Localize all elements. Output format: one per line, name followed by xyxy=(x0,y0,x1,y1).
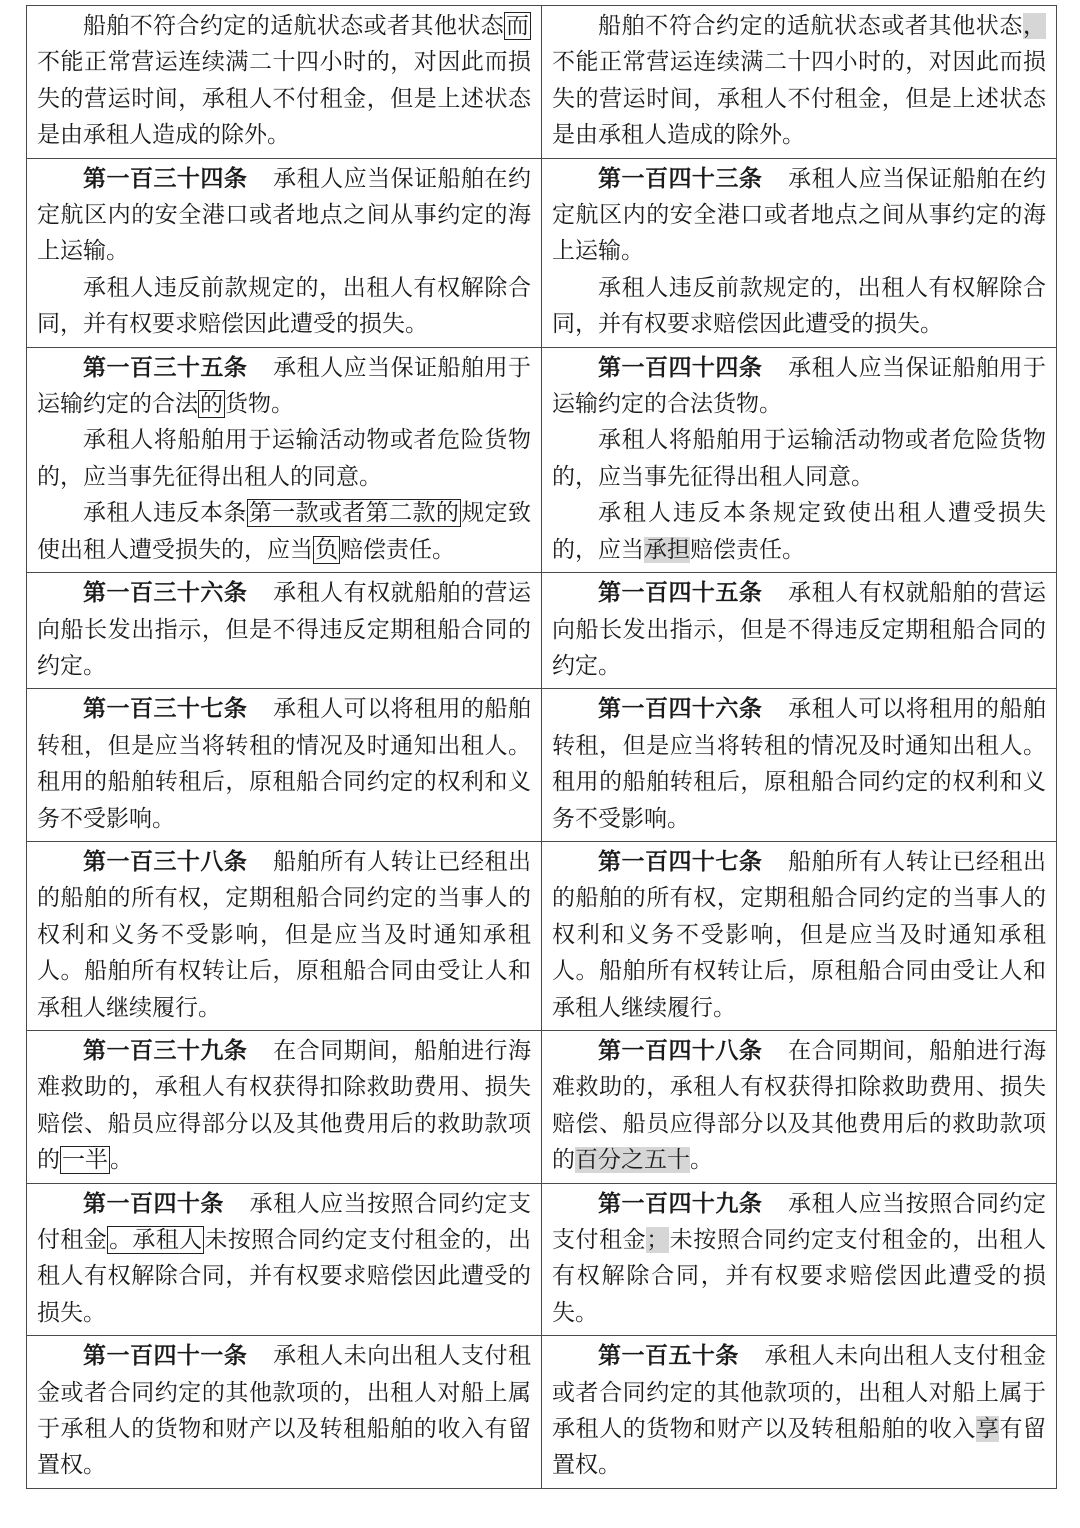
text-segment: 在合同期间，船舶进行海难救助的，承租人有权获得扣除救助费用、损失赔偿、船员应得部分以及其他费用后的救助款项的 xyxy=(552,1037,1047,1174)
text-segment: 承租人可以将租用的船舶转租，但是应当将转租的情况及时通知出租人。租用的船舶转租后，原租船合同约定的权利和义务不受影响。 xyxy=(37,696,532,832)
text-segment: 。 xyxy=(110,1147,133,1174)
paragraph xyxy=(37,1033,531,1179)
text-segment: 未按照合同约定支付租金的，出租人有权解除合同，并有权要求赔偿因此遭受的损失。 xyxy=(552,1227,1047,1326)
article-number: 第一百三十九条 xyxy=(83,1037,248,1064)
table-row xyxy=(27,1336,1057,1489)
old-text-cell xyxy=(27,573,542,689)
text-segment: 承租人应当按照合同约定支付租金 xyxy=(552,1190,1047,1253)
paragraph xyxy=(37,691,531,837)
article-number: 第一百四十四条 xyxy=(598,354,763,381)
text-segment: 承租人有权就船舶的营运向船长发出指示，但是不得违反定期租船合同的约定。 xyxy=(37,580,532,679)
new-text-cell xyxy=(542,158,1057,347)
paragraph xyxy=(552,691,1046,837)
paragraph xyxy=(37,575,531,684)
paragraph xyxy=(37,1338,531,1484)
paragraph xyxy=(552,844,1046,1026)
text-segment: 船舶不符合约定的适航状态或者其他状态 xyxy=(598,13,1023,39)
text-segment: 赔偿责任。 xyxy=(340,536,455,563)
text-segment: 货物。 xyxy=(225,391,294,418)
changed-text-highlight: ， xyxy=(1023,13,1046,39)
text-segment: 船舶所有人转让已经租出的船舶的所有权，定期租船合同约定的当事人的权利和义务不受影响，但是应当及时通知承租人。船舶所有权转让后，原租船合同由受让人和承租人继续履行。 xyxy=(37,848,532,1021)
new-text-cell xyxy=(542,573,1057,689)
article-number: 第一百四十三条 xyxy=(598,165,763,192)
deleted-text-box: 负 xyxy=(315,536,338,563)
changed-text-highlight: 承担 xyxy=(644,536,690,563)
table-row xyxy=(27,841,1057,1030)
changed-text-highlight: 百分之五十 xyxy=(575,1147,690,1174)
article-number: 第一百三十四条 xyxy=(83,165,248,192)
deleted-text-box: 而 xyxy=(506,13,529,39)
text-segment: 承租人违反本条规定致使出租人遭受损失的，应当 xyxy=(552,500,1046,563)
paragraph xyxy=(37,495,531,568)
text-segment: 承租人有权就船舶的营运向船长发出指示，但是不得违反定期租船合同的约定。 xyxy=(552,580,1047,679)
text-segment: 规定致使出租人遭受损失的，应当 xyxy=(37,500,532,563)
paragraph xyxy=(552,495,1046,568)
table-row xyxy=(27,347,1057,572)
new-text-cell xyxy=(542,1030,1057,1183)
article-number: 第一百三十八条 xyxy=(83,848,248,875)
text-segment: 承租人违反本条 xyxy=(83,500,247,527)
article-number: 第一百四十八条 xyxy=(598,1037,763,1064)
changed-text-highlight: 享 xyxy=(975,1416,1000,1443)
paragraph xyxy=(552,270,1046,343)
new-text-cell xyxy=(542,841,1057,1030)
new-text-cell xyxy=(542,347,1057,572)
table-row xyxy=(27,158,1057,347)
article-number: 第一百四十一条 xyxy=(83,1343,248,1370)
paragraph xyxy=(37,270,531,343)
paragraph xyxy=(37,1186,531,1332)
article-number: 第一百三十七条 xyxy=(83,696,248,723)
deleted-text-box: 的 xyxy=(200,391,223,418)
text-segment: 承租人未向出租人支付租金或者合同约定的其他款项的，出租人对船上属于承租人的货物和财产以及转租船舶的收入 xyxy=(552,1343,1047,1443)
paragraph xyxy=(552,8,1046,154)
text-segment: 承租人违反前款规定的，出租人有权解除合同，并有权要求赔偿因此遭受的损失。 xyxy=(37,274,531,338)
text-segment: 不能正常营运连续满二十四小时的，对因此而损失的营运时间，承租人不付租金，但是上述状态是由承租人造成的除外。 xyxy=(37,49,531,149)
old-text-cell xyxy=(27,158,542,347)
text-segment: 承租人违反前款规定的，出租人有权解除合同，并有权要求赔偿因此遭受的损失。 xyxy=(552,274,1046,338)
paragraph xyxy=(37,844,531,1026)
paragraph xyxy=(37,161,531,270)
table-row xyxy=(27,573,1057,689)
text-segment: 赔偿责任。 xyxy=(690,536,805,563)
text-segment: 承租人应当按照合同约定支付租金 xyxy=(37,1190,532,1253)
article-number: 第一百三十五条 xyxy=(83,354,248,381)
paragraph xyxy=(552,161,1046,270)
text-segment: 承租人未向出租人支付租金或者合同约定的其他款项的，出租人对船上属于承租人的货物和财产以及转租船舶的收入有留置权。 xyxy=(37,1343,532,1479)
paragraph xyxy=(552,1033,1046,1179)
text-segment: 在合同期间，船舶进行海难救助的，承租人有权获得扣除救助费用、损失赔偿、船员应得部分以及其他费用后的救助款项的 xyxy=(37,1037,532,1174)
new-text-cell xyxy=(542,689,1057,842)
comparison-table xyxy=(26,5,1057,1489)
paragraph xyxy=(552,1186,1046,1332)
article-number: 第一百四十七条 xyxy=(598,848,763,875)
text-segment: 不能正常营运连续满二十四小时的，对因此而损失的营运时间，承租人不付租金，但是上述状态是由承租人造成的除外。 xyxy=(552,49,1046,149)
article-number: 第一百五十条 xyxy=(598,1343,739,1370)
text-segment: 承租人应当保证船舶在约定航区内的安全港口或者地点之间从事约定的海上运输。 xyxy=(37,165,532,265)
old-text-cell xyxy=(27,1030,542,1183)
text-segment: 承租人将船舶用于运输活动物或者危险货物的，应当事先征得出租人的同意。 xyxy=(37,427,531,490)
deleted-text-box: 。承租人 xyxy=(109,1227,203,1253)
old-text-cell xyxy=(27,689,542,842)
table-row xyxy=(27,6,1057,159)
deleted-text-box: 第一款或者第二款的 xyxy=(248,500,460,527)
text-segment: 承租人应当保证船舶用于运输约定的合法货物。 xyxy=(552,354,1047,418)
paragraph xyxy=(37,350,531,423)
text-segment: 有留置权。 xyxy=(552,1416,1047,1479)
new-text-cell xyxy=(542,1183,1057,1336)
article-number: 第一百四十五条 xyxy=(598,580,763,607)
text-segment: 承租人将船舶用于运输活动物或者危险货物的，应当事先征得出租人同意。 xyxy=(552,427,1046,490)
article-number: 第一百四十九条 xyxy=(598,1190,763,1217)
text-segment: 承租人应当保证船舶在约定航区内的安全港口或者地点之间从事约定的海上运输。 xyxy=(552,165,1047,265)
comparison-table-body xyxy=(27,6,1057,1489)
article-number: 第一百三十六条 xyxy=(83,580,248,607)
old-text-cell xyxy=(27,841,542,1030)
text-segment: 。 xyxy=(690,1147,713,1174)
deleted-text-box: 一半 xyxy=(62,1147,108,1174)
old-text-cell xyxy=(27,1336,542,1489)
paragraph xyxy=(552,350,1046,423)
new-text-cell xyxy=(542,1336,1057,1489)
new-text-cell xyxy=(542,6,1057,159)
article-number: 第一百四十六条 xyxy=(598,696,763,723)
text-segment: 承租人应当保证船舶用于运输约定的合法 xyxy=(37,354,532,418)
text-segment: 船舶不符合约定的适航状态或者其他状态 xyxy=(83,13,504,39)
text-segment: 承租人可以将租用的船舶转租，但是应当将转租的情况及时通知出租人。租用的船舶转租后，原租船合同约定的权利和义务不受影响。 xyxy=(552,696,1047,832)
old-text-cell xyxy=(27,6,542,159)
text-segment: 未按照合同约定支付租金的，出租人有权解除合同，并有权要求赔偿因此遭受的损失。 xyxy=(37,1227,532,1326)
paragraph xyxy=(37,8,531,154)
paragraph xyxy=(37,422,531,495)
changed-text-highlight: ； xyxy=(646,1227,670,1253)
paragraph xyxy=(552,1338,1046,1484)
table-row xyxy=(27,1030,1057,1183)
text-segment: 船舶所有人转让已经租出的船舶的所有权，定期租船合同约定的当事人的权利和义务不受影响，但是应当及时通知承租人。船舶所有权转让后，原租船合同由受让人和承租人继续履行。 xyxy=(552,848,1047,1021)
old-text-cell xyxy=(27,347,542,572)
old-text-cell xyxy=(27,1183,542,1336)
paragraph xyxy=(552,575,1046,684)
article-number: 第一百四十条 xyxy=(83,1190,224,1217)
table-row xyxy=(27,689,1057,842)
table-row xyxy=(27,1183,1057,1336)
paragraph xyxy=(552,422,1046,495)
